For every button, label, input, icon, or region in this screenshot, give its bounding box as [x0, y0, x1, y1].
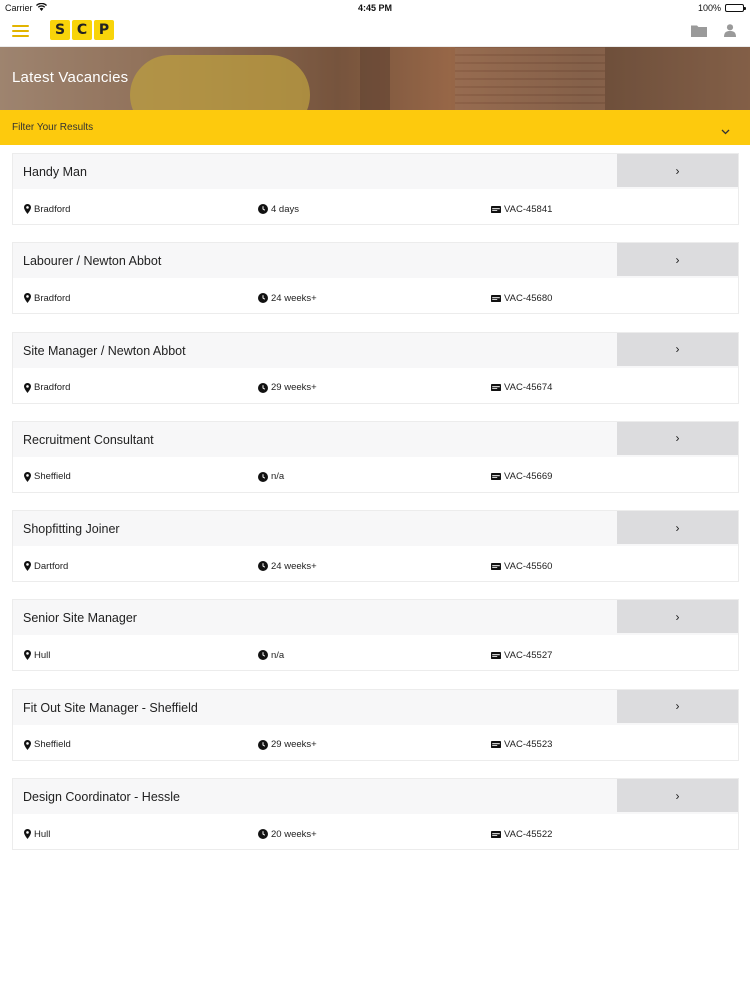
- reference-text: VAC-45522: [504, 828, 553, 840]
- map-pin-icon: [24, 204, 31, 214]
- vacancy-header: [13, 779, 738, 814]
- location-text: Sheffield: [34, 739, 71, 751]
- vacancy-reference: [491, 291, 552, 305]
- view-vacancy-button[interactable]: [617, 333, 738, 366]
- view-vacancy-button[interactable]: [617, 779, 738, 812]
- filter-results-toggle[interactable]: [0, 110, 750, 145]
- vacancy-header: [13, 333, 738, 368]
- battery-percent: 100%: [697, 3, 721, 13]
- vacancy-location: [24, 470, 71, 484]
- duration-text: 20 weeks+: [271, 828, 317, 840]
- map-pin-icon: [24, 561, 31, 571]
- id-card-icon: [491, 831, 501, 838]
- duration-text: 29 weeks+: [271, 382, 317, 394]
- chevron-right-icon: ›: [675, 342, 680, 357]
- vacancy-card: [12, 332, 739, 404]
- nav-bar: [0, 16, 750, 47]
- scp-logo[interactable]: [50, 20, 114, 40]
- vacancy-card: [12, 599, 739, 671]
- reference-text: VAC-45680: [504, 292, 553, 304]
- vacancy-title: Labourer / Newton Abbot: [23, 254, 162, 269]
- location-text: Bradford: [34, 292, 71, 304]
- id-card-icon: [491, 652, 501, 659]
- vacancy-duration: [258, 559, 317, 573]
- logo-letter: C: [72, 20, 92, 40]
- location-text: Dartford: [34, 560, 69, 572]
- vacancy-title: Handy Man: [23, 165, 87, 179]
- vacancy-reference: [491, 381, 552, 395]
- chevron-right-icon: ›: [675, 609, 680, 624]
- vacancy-title: Design Coordinator - Hessle: [23, 790, 181, 805]
- vacancy-duration: [258, 827, 317, 841]
- chevron-right-icon: ›: [675, 520, 680, 535]
- id-card-icon: [491, 384, 501, 391]
- vacancy-location: [24, 559, 68, 573]
- vacancy-header: [13, 511, 738, 546]
- map-pin-icon: [24, 383, 31, 393]
- reference-text: VAC-45674: [504, 382, 553, 394]
- reference-text: VAC-45669: [504, 471, 553, 483]
- map-pin-icon: [24, 829, 31, 839]
- vacancy-duration: [258, 470, 284, 484]
- location-text: Hull: [34, 649, 51, 661]
- map-pin-icon: [24, 650, 31, 660]
- chevron-right-icon: ›: [675, 163, 680, 178]
- reference-text: VAC-45841: [504, 203, 553, 215]
- page-title: Latest Vacancies: [12, 69, 129, 86]
- id-card-icon: [491, 563, 501, 570]
- map-pin-icon: [24, 472, 31, 482]
- logo-letter: S: [50, 20, 70, 40]
- duration-text: 29 weeks+: [271, 739, 317, 751]
- vacancy-card: [12, 242, 739, 314]
- clock-icon: [258, 829, 268, 839]
- clock-icon: [258, 204, 268, 214]
- vacancy-location: [24, 202, 70, 216]
- carrier-label: Carrier: [5, 3, 33, 13]
- hero-banner: [0, 47, 750, 110]
- battery-icon: [725, 4, 744, 12]
- vacancy-title: Site Manager / Newton Abbot: [23, 343, 186, 358]
- id-card-icon: [491, 473, 501, 480]
- vacancy-location: [24, 738, 71, 752]
- view-vacancy-button[interactable]: [617, 154, 738, 187]
- location-text: Bradford: [34, 203, 71, 215]
- reference-text: VAC-45527: [504, 649, 553, 661]
- reference-text: VAC-45523: [504, 739, 553, 751]
- clock-icon: [258, 650, 268, 660]
- vacancy-header: [13, 243, 738, 278]
- reference-text: VAC-45560: [504, 560, 553, 572]
- folder-icon[interactable]: [691, 24, 707, 42]
- filter-label: Filter Your Results: [12, 122, 94, 133]
- duration-text: 24 weeks+: [271, 560, 317, 572]
- view-vacancy-button[interactable]: [617, 243, 738, 276]
- vacancy-card: [12, 778, 739, 850]
- view-vacancy-button[interactable]: [617, 600, 738, 633]
- vacancy-location: [24, 291, 70, 305]
- view-vacancy-button[interactable]: [617, 422, 738, 455]
- duration-text: n/a: [271, 471, 285, 483]
- chevron-right-icon: ›: [675, 699, 680, 714]
- status-right: [698, 3, 744, 13]
- vacancy-duration: [258, 202, 299, 216]
- status-bar: [0, 0, 750, 16]
- vacancy-reference: [491, 470, 552, 484]
- vacancy-header: [13, 600, 738, 635]
- vacancy-card: [12, 689, 739, 761]
- id-card-icon: [491, 206, 501, 213]
- vacancy-header: [13, 154, 738, 189]
- view-vacancy-button[interactable]: [617, 511, 738, 544]
- menu-icon[interactable]: [12, 25, 29, 37]
- map-pin-icon: [24, 293, 31, 303]
- clock-icon: [258, 383, 268, 393]
- id-card-icon: [491, 741, 501, 748]
- chevron-right-icon: ›: [675, 252, 680, 267]
- nav-actions: [691, 24, 736, 42]
- location-text: Hull: [34, 828, 51, 840]
- chevron-down-icon: [721, 122, 730, 140]
- map-pin-icon: [24, 740, 31, 750]
- vacancy-header: [13, 690, 738, 725]
- vacancy-header: [13, 422, 738, 457]
- vacancy-duration: [258, 381, 317, 395]
- vacancy-title: Recruitment Consultant: [23, 432, 154, 447]
- vacancy-list: [12, 153, 739, 867]
- vacancy-reference: [491, 202, 552, 216]
- clock-icon: [258, 561, 268, 571]
- id-card-icon: [491, 295, 501, 302]
- vacancy-location: [24, 381, 70, 395]
- vacancy-reference: [491, 559, 552, 573]
- vacancy-reference: [491, 648, 552, 662]
- vacancy-location: [24, 648, 50, 662]
- chevron-right-icon: ›: [675, 788, 680, 803]
- vacancy-duration: [258, 291, 317, 305]
- location-text: Sheffield: [34, 471, 71, 483]
- vacancy-card: [12, 510, 739, 582]
- user-icon[interactable]: [724, 24, 736, 42]
- vacancy-title: Shopfitting Joiner: [23, 522, 120, 537]
- chevron-right-icon: ›: [675, 431, 680, 446]
- vacancy-title: Senior Site Manager: [23, 611, 137, 626]
- vacancy-title: Fit Out Site Manager - Sheffield: [23, 700, 198, 715]
- location-text: Bradford: [34, 382, 71, 394]
- vacancy-duration: [258, 648, 284, 662]
- clock-icon: [258, 740, 268, 750]
- view-vacancy-button[interactable]: [617, 690, 738, 723]
- vacancy-reference: [491, 738, 552, 752]
- vacancy-location: [24, 827, 50, 841]
- vacancy-reference: [491, 827, 552, 841]
- duration-text: 4 days: [271, 203, 299, 215]
- clock-icon: [258, 293, 268, 303]
- duration-text: n/a: [271, 649, 285, 661]
- clock-icon: [258, 472, 268, 482]
- vacancy-card: [12, 153, 739, 225]
- clock: 4:45 PM: [357, 3, 392, 13]
- vacancy-duration: [258, 738, 317, 752]
- duration-text: 24 weeks+: [271, 292, 317, 304]
- logo-letter: P: [94, 20, 114, 40]
- vacancy-card: [12, 421, 739, 493]
